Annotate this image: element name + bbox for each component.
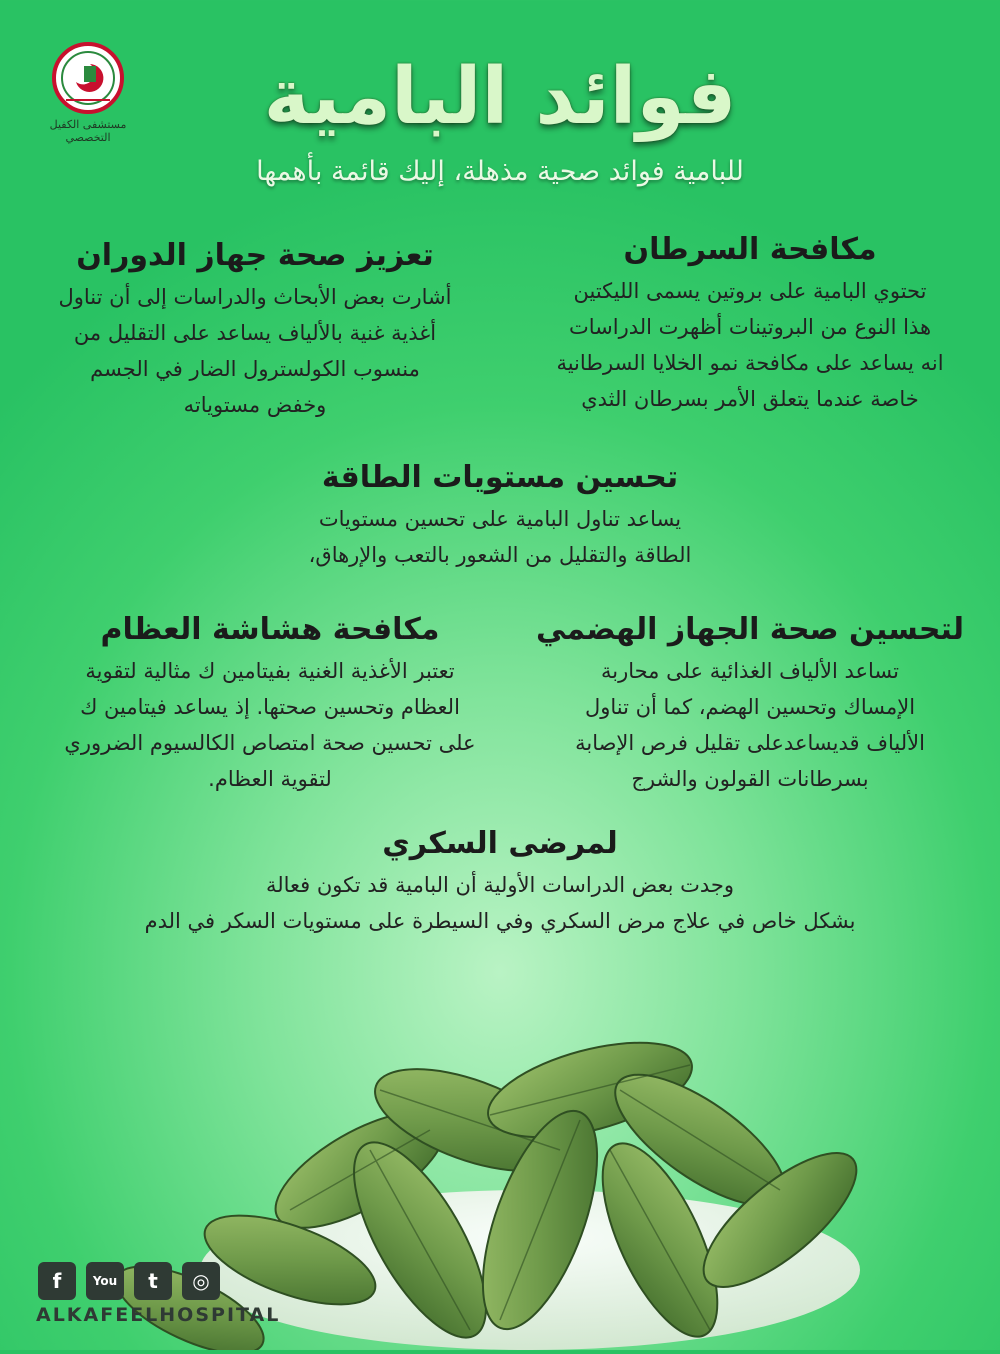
section-circulation	[20, 238, 490, 423]
section-heading: مكافحة السرطان	[623, 232, 877, 267]
section-energy	[220, 460, 780, 573]
logo-caption: مستشفى الكفيل التخصصي	[49, 118, 127, 144]
section-line: أشارت بعض الأبحاث والدراسات إلى أن تناول	[58, 285, 452, 309]
section-cancer	[520, 232, 980, 417]
social-handle: ALKAFEELHOSPITAL	[36, 1304, 281, 1326]
section-line: وجدت بعض الدراسات الأولية أن البامية قد تكون فعالة	[265, 873, 735, 897]
section-bones	[20, 612, 520, 797]
section-line: الطاقة والتقليل من الشعور بالتعب والإرهاق،	[308, 543, 692, 567]
section-heading: مكافحة هشاشة العظام	[100, 612, 440, 647]
section-line: تحتوي البامية على بروتين يسمى الليكتين	[573, 279, 927, 303]
section-line: الإمساك وتحسين الهضم، كما أن تناول	[584, 695, 916, 719]
section-heading: لتحسين صحة الجهاز الهضمي	[536, 612, 964, 647]
twitter-icon[interactable]: t	[134, 1262, 172, 1300]
section-diabetes	[60, 826, 940, 939]
section-line: هذا النوع من البروتينات أظهرت الدراسات	[568, 315, 932, 339]
section-line: بشكل خاص في علاج مرض السكري وفي السيطرة على مستويات السكر في الدم	[144, 909, 856, 933]
section-line: على تحسين صحة امتصاص الكالسيوم الضروري	[64, 731, 476, 755]
facebook-icon[interactable]: f	[38, 1262, 76, 1300]
section-heading: تعزيز صحة جهاز الدوران	[76, 238, 434, 273]
section-line: خاصة عندما يتعلق الأمر بسرطان الثدي	[581, 387, 919, 411]
section-line: انه يساعد على مكافحة نمو الخلايا السرطانية	[556, 351, 944, 375]
page-title: فوائد البامية	[263, 52, 737, 142]
instagram-icon[interactable]: ◎	[182, 1262, 220, 1300]
section-line: منسوب الكولسترول الضار في الجسم	[90, 357, 420, 381]
youtube-icon[interactable]: You	[86, 1262, 124, 1300]
social-links	[38, 1262, 220, 1300]
section-line: تساعد الألياف الغذائية على محاربة	[600, 659, 900, 683]
section-line: تعتبر الأغذية الغنية بفيتامين ك مثالية لتقوية	[85, 659, 455, 683]
section-line: لتقوية العظام.	[208, 767, 332, 791]
section-line: بسرطانات القولون والشرج	[631, 767, 869, 791]
page-subtitle: للبامية فوائد صحية مذهلة، إليك قائمة بأهمها	[256, 156, 744, 187]
section-line: يساعد تناول البامية على تحسين مستويات	[318, 507, 682, 531]
section-line: العظام وتحسين صحتها. إذ يساعد فيتامين ك	[80, 695, 460, 719]
section-heading: تحسين مستويات الطاقة	[321, 460, 679, 495]
section-line: وخفض مستوياته	[183, 393, 327, 417]
section-heading: لمرضى السكري	[382, 826, 618, 861]
section-line: أغذية غنية بالألياف يساعد على التقليل من	[73, 321, 437, 345]
section-digestive	[520, 612, 980, 797]
section-line: الألياف قديساعدعلى تقليل فرص الإصابة	[575, 731, 925, 755]
